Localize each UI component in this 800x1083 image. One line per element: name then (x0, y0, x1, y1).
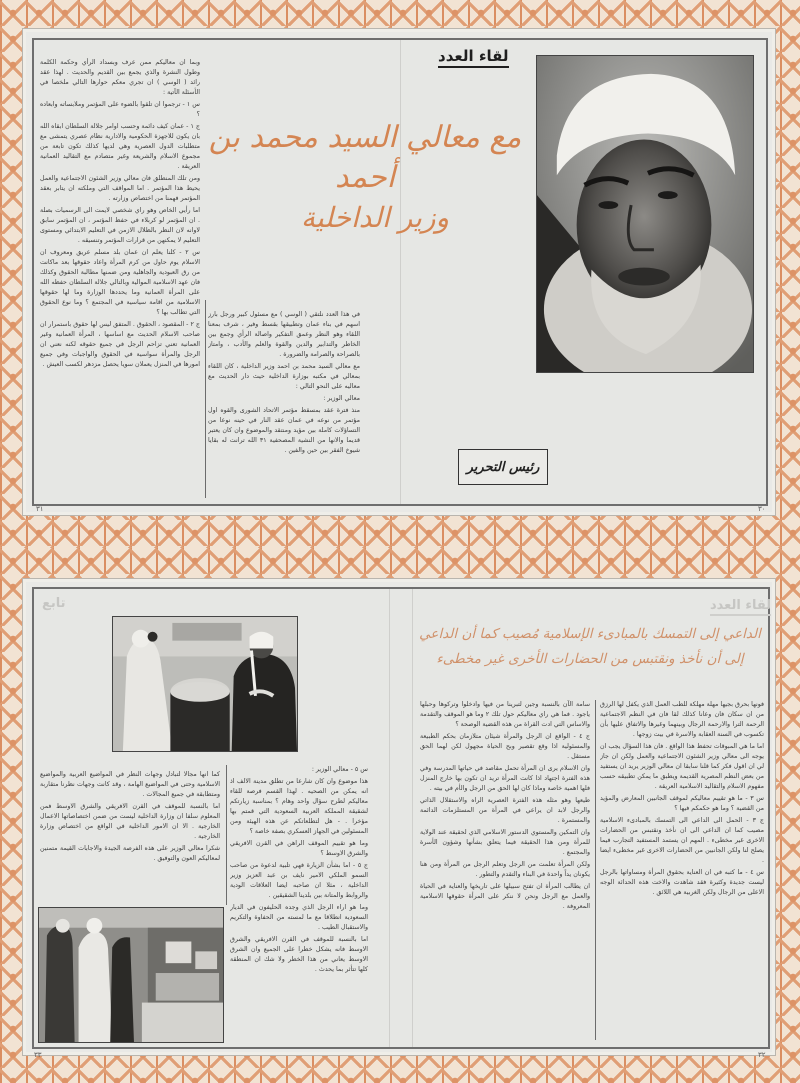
paragraph: هذا موضوع وان كان شارعا من تطلق مدينة الالف اذ انه يمكن من الصحيه . لهذا القسم فرصة للقاء معاليكم لطرح سؤال واحد وهام ؟ بمناسبة زيارتكم لشقيقة المملكة العربية السعودية التي قمتم بها مؤخرا . - هل لتطلعاتكم عن هذه الهيئة ومن المسئولين في الجهاز العسكري بصفة خاصة ؟ (230, 778, 368, 835)
paragraph: في هذا العدد نلتقي ( الوسي ) مع مسئول كبير ورجل بارز اسهم في بناء عمان وتطبيقها بقسط وفير ، شرف بمعنا اللقاء وهو النظر وعمق التفكير واصالة الرأي وجمع بين الخاطر والتدابير والدين والقوة والعلم والأدب ، وامتاز بالصراحة والصرامة والضرورة . (208, 311, 360, 358)
paragraph: طيعها وهو مثله هذه الفترة العصرية الراه والاستقلال الذاتي والرجل لابد ان يراعي في المرأة من المستلزمات الدائمة والمستمرة . (420, 797, 590, 824)
page-number-left: ٣١ (36, 505, 44, 513)
control-room-photo (38, 907, 224, 1043)
paragraph: ج ١ - عمان كيف دائمة وحسب اوامر جلالة السلطان ابقاه الله بان يكون للاجهزة الحكومية والادارية نظام عصري يتمشى مع متطلبات الدول العصرية وهي لديها كذلك تكون تابعة من مجموع الاسلام والشريعة وغير متصادم مع التقاليد العمانية العريقة . (40, 123, 200, 170)
paragraph: ج ٢ - المقصود ، الحقوق . المتفق ليس لها حقوق باستمرار ان صاحب الاسلام الحديث مع اساسها ، المرأة العمانية وغير العمانية تعني تزاحم الرجل في جميع حقوقه لكنه نعني ان الرجل والمرأة سواسية في الحقوق والواجبات وفي جميع امورها في المنزل يعملان سويا يحصل مزدهر لكسب العيش . (40, 321, 200, 368)
page-number-right: ٣٠ (758, 505, 766, 513)
paragraph: س ٣ - ما هو تقييم معاليكم لموقف الجانبين المعارض والمؤيد من القضية ؟ وما هو حكمكم فيها ؟ (600, 795, 764, 812)
paragraph: س ٥ - معالي الوزير : (311, 766, 368, 773)
pull-quote-line-2: إلى أن نأخذ ونقتبس من الحضارات الأخرى غير مخطىء (436, 651, 744, 667)
paragraph: سامة الآن بالنسبة وجين لتبرينا من فيها وادخلوا وتركوها وحبلها ياجود . فما هي راي معاليكم حول تلك ٢ وما هو الموقف والتقدمة والاساس التي ادت القراة من هذه القضية الوصحة ؟ (420, 701, 590, 728)
paragraph: س ١ - ترجموا ان تلقوا بالضوء على المؤتمر وملابساته وابعاده ؟ (40, 101, 200, 118)
paragraph: اما رأيي الخاص وهو راي شخصي لايمت الى الرسميات بصلة . ان المؤتمر لو كربلاء في حفظ المؤتمر ، ان المؤتمر سابق لاوانه لان النظر بالظلال الازمن في التعليم الابتدائي ومستوى التعليم لا يمكنهن من قرارات المؤتمر وتنسيقه . (40, 207, 200, 244)
top-left-article-column (40, 58, 200, 498)
portrait-photo (536, 55, 754, 373)
paragraph: اما ما هي المبوقات تحفظ هذا الواقع . فان هذا السؤال يجب ان يوجه الى معالي وزير الشئون الاجتماعية والعمل ولكن ان جاز لي ان اقول فكر كما قلنا سابقا ان معالي الوزير يريد ان يستفيد من بعض النظم المصرية القديمة ويطبق ما يمكن تطبيقه حسب مفهوم الاسلام والتقاليد الاسلامية العريقة . (600, 743, 764, 790)
page-number-left-bottom: ٣٣ (34, 1051, 42, 1059)
control-room-image-icon (39, 908, 223, 1042)
column-rule (226, 765, 227, 905)
meeting-photo (112, 616, 298, 752)
paragraph: اما بالنسبة للموقف في القرن الافريقي والشرق الاوسط فمن المعلوم سلفا ان وزارة الداخلية ليست من ضمن اختصاصاتها الاعمال الخارجية . الا ان الامور الداخلية في الواقع من اختصاص وزارة الخارجية . (40, 803, 220, 840)
paragraph: منذ فترة عقد بمسقط مؤتمر الاتحاد الشورى والقوه اول مؤتمر من نوعه في عمان عقد النار في حينه نوعا من التساؤلات كاملة بين مؤيد ومنتقد والموضوع وان كان يعتبر قديما والانها من النشية المصحفية ٣١ الله ترانت له بقايا شيوخ الفقر بين حين والفين . (208, 407, 360, 454)
bottom-mid-right-column (420, 700, 590, 1043)
paragraph: معالي الوزير : (323, 395, 360, 402)
paragraph: كما انها مجالا لتبادل وجهات النظر في المواضيع العربية والمواضيع الاسلامية وحتى في المواضيع الهامة ، وقد كانت وجهات نظرنا متقاربة ومتطابقة في جميع المجالات . (40, 771, 220, 798)
paragraph: وما هو اراء الرجل الذي وجده الحليفون في الديار السعودية انطلاقا مع ما لمسته من الحفاوة والتكريم والاستقبال الطيب . (230, 904, 368, 931)
intro-column (208, 310, 360, 500)
corner-tag-faded: تابع (42, 596, 66, 611)
section-tag: لقاء العدد (438, 47, 509, 68)
pull-quote (410, 622, 770, 672)
column-rule (595, 700, 596, 1040)
paragraph: وان الاسلام يرى ان المرأة تحمل مقاصد في حياتها المدرسة وفي هذه الفترة اجتهاد اذا كانت المرأة تريد ان تكون بها خارج المنزل فلها اهمية خاصة وماذا كان لها الحق من الرجل والأم في بيته . (420, 765, 590, 792)
paragraph: وبما ان معاليكم ممن عرف وبسداد الرأي وحكمة الكلمة وطول النشرة والذي يجمع بين القديم والحديث . لهذا عقد رائد ( الوسي ) ان تجري معكم حوارها التالي ملخصا في الأسئلة الآتية : (40, 59, 200, 96)
editor-signature: رئيس التحرير (458, 449, 548, 485)
headline-line-1: مع معالي السيد محمد بن أحمد (208, 120, 522, 195)
paragraph: فونها بحرق بجيها مهلة مهلكة للطب العمل الذي يكفل لها الرزق من ان سكان فان وعانا كذلك لقا فان في النظم الاجتماعية الرحمة الترا والارحمة الرجال وبينهما وغيرها والاتفاق عليها بأن تكسوب في السنة العقابة والاسرة في بيت زوجها . (600, 701, 764, 738)
portrait-image-icon (537, 56, 753, 372)
section-tag-faded: لقاء العدد (710, 598, 771, 616)
bottom-spread-gutter (389, 589, 390, 1047)
paragraph: ج ٣ - الحمل الى الداعي الى التمسك بالمبادىء الاسلامية مصيب كما ان الداعي الى ان نأخذ ونقتبس من الحضارات الاخرى غير مخطىء . المهم ان يستمد المستفيد التجارب فيما يصلح لنا ولكن الجانبين من الحضارات الاخرى غير مخطىء ايضا . (600, 817, 764, 864)
headline-line-2: وزير الداخلية (300, 201, 449, 234)
column-rule (205, 300, 206, 498)
paragraph: وان التمكين والمستوي الدستور الاسلامي الذي لحقيقة عند الولاية للمرأة ومن هذا الحقيقة فيما يتعلق بشأنها وشؤون الأسرة والمجتمع . (420, 829, 590, 856)
paragraph: س ٢ - كلنا يعلم ان عمان بلد مسلم عريق ومعروف ان الاسلام يوم حاول من كرم المرأة واعاد حقوقها بعد ماكانت من رق العبودية والجاهلية ومن ضمنها مطالبة الحقوق وكذلك فان عهد الاسلامية الموالية وبالتالي جلالة السلطان حفظه الله على المرأة العمانية وما يحددها الوزارة وما لها حقوقها الاسلامية من اقامة سياسية في المجتمع ؟ وما نوع الحقوق التي تطالب بها ؟ (40, 249, 200, 316)
paragraph: ومن تلك المنطلق فان معالي وزير الشئون الاجتماعية والعمل يحيط هذا المؤتمر . اما المواقف التي وملكته ان يتابر بعقد المؤتمر فهمنا من اختصاص وزارته . (40, 175, 200, 202)
pull-quote-line-1: الداعي إلى التمسك بالمبادىء الإسلامية مُصيب كما أن الداعي (419, 626, 761, 642)
paragraph: مع معالي السيد محمد بن احمد وزير الداخلية ، كان اللقاء بمعالي في مكتبه بوزارة الداخلية حيث دار الحديث مع معاليه على النحو التالي : (208, 363, 360, 390)
paragraph: ان يطالب المرأة ان تفتح سبيلها على تاريخها والعناية في الحياة والعمل مع الرجل ونحن لا ننكر على المرأة حقوقها الاسلامية المعروفة . (420, 883, 590, 910)
paragraph: ج ٤ - الواقع ان الرجل والمرأة شيئان متلازمان بحكم الطبيعة والمسئولية اذا وقع تقصير وبح الحياة مجهول لكن لهما الحق مستقل . (420, 733, 590, 760)
meeting-image-icon (113, 617, 297, 751)
bottom-left-column (40, 770, 220, 898)
bottom-right-column (600, 700, 764, 1043)
page-number-right-bottom: ٣٢ (758, 1051, 766, 1059)
top-spread-gutter (400, 40, 401, 504)
paragraph: شكرا معالي الوزير على هذه الفرصة الجيدة والاجابات القيمة متمنين لمعاليكم العون والتوفيق . (40, 845, 220, 862)
paragraph: وما هو تقييم الموقف الراهن في القرن الافريقي والشرق الاوسط ؟ (230, 840, 368, 857)
paragraph: اما بالنسبة للموقف في القرن الافريقي والشرق الاوسط فانه يشكل خطرا على الجميع وان الشرق الاوسط يعاني من هذا الخطر ولا شك ان المنطقة كلها تتأثر بما يحدث . (230, 936, 368, 973)
paragraph: ولكن المرأة تعلمت من الرجل وتعلم الرجل من المرأة ومن هنا يكونان يداً واحدة في البناء والتقدم والتطور . (420, 861, 590, 878)
bottom-mid-left-column (230, 765, 368, 1043)
paragraph: ج ٥ - اما بشأن الزيارة فهي تلبية لدعوة من صاحب السمو الملكي الامير نايف بن عبد العزيز وزير الداخلية ، مثلا ان صاحبه ايضا العلاقات الودية والروابط والمتانة بين بلدينا الشقيقين . (230, 862, 368, 899)
paragraph: س ٤ - ما كتبه في ان العناية بحقوق المرأة ومساواتها بالرجل ليست جديدة وكثيرة فقد شاهدت والاخت هذه الحدائة الوجه الاعلى من الرجال ولكن الغربية هي اللائق . (600, 869, 764, 896)
